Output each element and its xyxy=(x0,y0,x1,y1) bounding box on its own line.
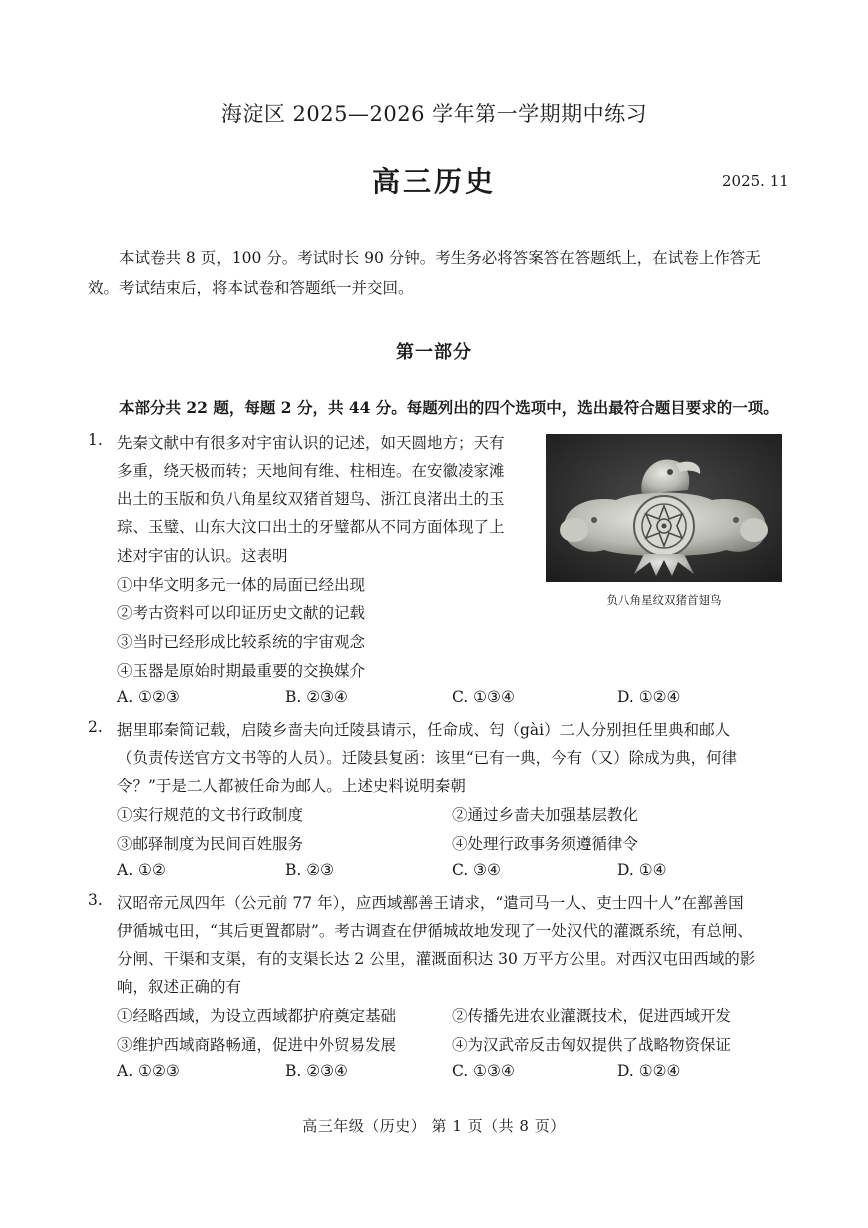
q2-number: 2. xyxy=(88,718,103,736)
q3-line: 伊循城屯田，“其后更置都尉”。考古调查在伊循城故地发现了一处汉代的灌溉系统，有总闸、 xyxy=(117,922,753,940)
q2-line: 据里耶秦简记载，启陵乡啬夫向迁陵县请示，任命成、匄（gài）二人分别担任里典和邮人 xyxy=(117,721,731,739)
q2-option-b[interactable]: B. ②③ xyxy=(285,861,335,879)
q2-line: 令？”于是二人都被任命为邮人。上述史料说明秦朝 xyxy=(117,777,466,795)
q3-statement: ②传播先进农业灌溉技术，促进西域开发 xyxy=(452,1007,732,1025)
q1-option-d[interactable]: D. ①②④ xyxy=(617,688,681,706)
q1-statement: ①中华文明多元一体的局面已经出现 xyxy=(117,576,366,594)
page-footer: 高三年级（历史） 第 1 页（共 8 页） xyxy=(302,1117,566,1135)
q3-line: 汉昭帝元凤四年（公元前 77 年），应西域鄯善王请求，“遣司马一人、吏士四十人”在鄯善国 xyxy=(117,894,744,912)
q1-line: 出土的玉版和负八角星纹双猪首翅鸟、浙江良渚出土的玉 xyxy=(117,490,505,508)
q3-line: 分闸、干渠和支渠，有的支渠长达 2 公里，灌溉面积达 30 万平方公里。对西汉屯田西域的影 xyxy=(117,950,756,968)
q1-statement: ④玉器是原始时期最重要的交换媒介 xyxy=(117,662,366,680)
q1-statement: ②考古资料可以印证历史文献的记载 xyxy=(117,604,366,622)
exam-title: 海淀区 2025—2026 学年第一学期期中练习 xyxy=(220,102,648,126)
q3-option-c[interactable]: C. ①③④ xyxy=(452,1062,515,1080)
figure-caption: 负八角星纹双猪首翅鸟 xyxy=(606,593,722,607)
jade-eagle-image xyxy=(546,434,782,582)
q3-number: 3. xyxy=(88,891,103,909)
q2-option-a[interactable]: A. ①② xyxy=(117,861,166,879)
q2-statement: ④处理行政事务须遵循律令 xyxy=(452,835,639,853)
subject-title: 高三历史 xyxy=(371,165,496,198)
intro-line-2: 效。考试结束后，将本试卷和答题纸一并交回。 xyxy=(88,279,414,297)
part-instructions: 本部分共 22 题，每题 2 分，共 44 分。每题列出的四个选项中，选出最符合题目要求的一项。 xyxy=(119,398,779,417)
q1-line: 多重，绕天极而转；天地间有维、柱相连。在安徽凌家滩 xyxy=(117,462,505,480)
q2-option-d[interactable]: D. ①④ xyxy=(617,861,667,879)
q2-statement: ①实行规范的文书行政制度 xyxy=(117,806,304,824)
q3-option-a[interactable]: A. ①②③ xyxy=(117,1062,180,1080)
q2-line: （负责传送官方文书等的人员）。迁陵县复函：该里“已有一典，今有（又）除成为典，何律 xyxy=(117,749,738,767)
q3-line: 响，叙述正确的有 xyxy=(117,978,242,996)
q1-option-b[interactable]: B. ②③④ xyxy=(285,688,348,706)
q1-line: 琮、玉璧、山东大汶口出土的牙璧都从不同方面体现了上 xyxy=(117,518,505,536)
exam-date: 2025. 11 xyxy=(722,172,789,190)
q1-number: 1. xyxy=(88,431,103,449)
q3-option-b[interactable]: B. ②③④ xyxy=(285,1062,348,1080)
q1-option-a[interactable]: A. ①②③ xyxy=(117,688,180,706)
part-title: 第一部分 xyxy=(396,342,472,363)
q2-statement: ③邮驿制度为民间百姓服务 xyxy=(117,835,304,853)
q1-statement: ③当时已经形成比较系统的宇宙观念 xyxy=(117,633,366,651)
intro-line-1: 本试卷共 8 页，100 分。考试时长 90 分钟。考生务必将答案答在答题纸上，在试卷上作答无 xyxy=(119,249,761,267)
q1-line: 先秦文献中有很多对宇宙认识的记述，如天圆地方；天有 xyxy=(117,434,505,452)
q3-statement: ④为汉武帝反击匈奴提供了战略物资保证 xyxy=(452,1036,732,1054)
q2-statement: ②通过乡啬夫加强基层教化 xyxy=(452,806,639,824)
q3-statement: ①经略西域，为设立西域都护府奠定基础 xyxy=(117,1007,397,1025)
jade-artifact-photo xyxy=(546,434,782,582)
exam-intro xyxy=(88,243,780,303)
q2-option-c[interactable]: C. ③④ xyxy=(452,861,501,879)
q1-line: 述对宇宙的认识。这表明 xyxy=(117,547,288,565)
q3-option-d[interactable]: D. ①②④ xyxy=(617,1062,681,1080)
q3-statement: ③维护西域商路畅通，促进中外贸易发展 xyxy=(117,1036,397,1054)
q1-option-c[interactable]: C. ①③④ xyxy=(452,688,515,706)
